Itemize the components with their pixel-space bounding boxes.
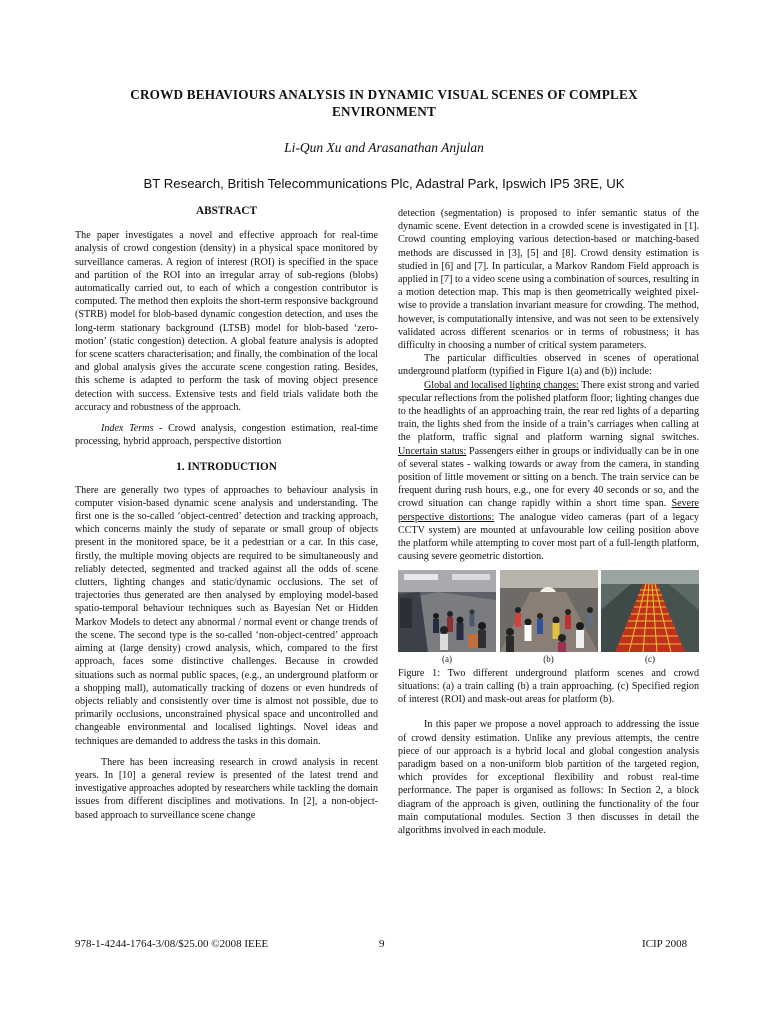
figure-1c-label: (c)	[645, 654, 655, 665]
intro-paragraph-4: The particular difficulties observed in scenes of operational underground platform (typified in Figure 1(a) and (b)) include:	[398, 353, 699, 378]
left-column	[75, 205, 378, 822]
figure-1b-label: (b)	[543, 654, 554, 665]
footer-copyright: 978-1-4244-1764-3/08/$25.00 ©2008 IEEE	[75, 938, 269, 950]
paper-authors: Li-Qun Xu and Arasanathan Anjulan	[284, 140, 484, 155]
intro-paragraph-3: detection (segmentation) is proposed to infer semantic status of the dynamic scene. Event detection in a crowded scene is investigated in [1]. Crowd counting employing various detection-based or matching-based methods are discussed in [3], [5] and [8]. Crowd density estimation is studied in [6] and [7]. In particular, a Markov Random Field approach is applied in [7] to a video scene using a combination of sources, resulting in a motion detection map. This map is then geometrically weighted pixel-wise to provide a translation invariant measure for crowding. The method, however, is computationally intensive, and was not seen to be extensively validated across different scenarios or in terms of robustness; it has difficulty in choosing a number of critical system parameters.	[398, 208, 699, 352]
paper-affiliation: BT Research, British Telecommunications Plc, Adastral Park, Ipswich IP5 3RE, UK	[143, 176, 625, 191]
difficulty-status-text: Passengers either in groups or individually can be in one of several states - walking towards or away from the camera, in standing position of little movement or sitting on a bench. The train service can be frequent during rush hours, e.g., one for every 40 seconds or so, and the crowd situation can change rapidly within a short time span.	[398, 445, 699, 510]
difficulty-lighting-text: There exist strong and varied specular reflections from the polished platform floor; lighting changes due to the headlights of an approaching train, the rear red lights of a departing train, the lights shed from the inside of a train’s carriages when calling at the platform, traffic signal and platform warning signal switches.	[398, 379, 700, 444]
figure-1-labels	[398, 653, 699, 666]
intro-paragraph-2: There has been increasing research in crowd analysis in recent years. In [10] a general review is presented of the latest trend and investigative approaches adopted by researchers while tackling the domain issues from different disciplines and motivations. In [2], a non-object-based approach to surveillance scene change	[75, 756, 378, 821]
figure-1	[398, 570, 699, 652]
footer-venue: ICIP 2008	[642, 938, 688, 950]
footer-page-number: 9	[379, 938, 385, 950]
figure-1a-label: (a)	[442, 654, 452, 665]
difficulty-status-label: Uncertain status:	[398, 445, 467, 457]
difficulties-paragraph	[398, 379, 699, 564]
intro-heading: 1. INTRODUCTION	[176, 461, 277, 474]
right-column	[398, 207, 699, 837]
figure-1c-image	[601, 570, 699, 652]
abstract-heading: ABSTRACT	[196, 205, 257, 217]
difficulty-perspective-label: Severe perspective distortions:	[398, 498, 699, 523]
paper-title: CROWD BEHAVIOURS ANALYSIS IN DYNAMIC VISUAL SCENES OF COMPLEX ENVIRONMENT	[130, 87, 638, 119]
index-terms-label: Index Terms	[101, 423, 154, 435]
figure-1a-image	[398, 570, 496, 652]
intro-paragraph-5: In this paper we propose a novel approach to addressing the issue of crowd density estimation. Unlike any previous attempts, the centre piece of our approach is a hybrid local and global congestion analysis paradigm based on a non-uniform blob partition of the targeted region, which provides for exceptional flexibility and robust real-time performance. The paper is organised as follows: In Section 2, a block diagram of the approach is given, outlining the functionality of the four main computational modules. Section 3 then discusses in detail the algorithms involved in each module.	[398, 719, 699, 836]
difficulty-lighting-label: Global and localised lighting changes:	[424, 379, 579, 391]
difficulty-perspective-text: The analogue video cameras (part of a legacy CCTV system) are mounted at unfavourable low ceiling position above the platform while attempting to cover most part of a full-length platform, causing severe geometric distortion.	[398, 511, 699, 563]
abstract-text: The paper investigates a novel and effective approach for real-time analysis of crowd congestion (density) in a physical space monitored by surveillance cameras. A region of interest (ROI) is specified in the space and partition of the ROI into an irregular array of sub-regions (blobs) automatically carried out, to each of which a congestion contributor is computed. The method then exploits the short-term responsive background (STRB) model for blob-based dynamic congestion detection, and uses the long-term stationary background (LTSB) model for blob-based ‘zero-motion’ (static congestion) detection. A global feature analysis is adopted for scene scatters characterisation; and finally, the combination of the local and global analysis gives the accurate scene congestion rating. Besides, this scheme is adapted to perform the task of moving object presence detection with success. Extensive tests and field trials validate both the accuracy and robustness of the approach.	[75, 230, 378, 413]
figure-1-caption: Figure 1: Two different underground platform scenes and crowd situations: (a) a train calling (b) a train approaching. (c) Specified region of interest (ROI) and mask-out areas for platform (b).	[398, 667, 699, 706]
figure-1b-image	[500, 570, 598, 652]
index-terms-text: - Crowd analysis, congestion estimation, real-time processing, hybrid approach, perspective distortion	[75, 423, 378, 448]
index-terms	[75, 422, 378, 448]
intro-paragraph-1: There are generally two types of approaches to behaviour analysis in computer vision-based dynamic scene analysis and understanding. The first one is the so-called ‘object-centred’ detection and tracking approach, which concerns mainly the study of separate or small group of objects present in the monitored space, be it a pedestrian or a car. In this case, firstly, the multiple moving objects are required to be simultaneously and reliably detected, segmented and tracked against all the odds of scene clutters, lighting changes and static/dynamic occlusions. The set of trajectories thus generated are then analysed by employing model-based spatio-temporal behaviour techniques such as Bayesian Net or Hidden Markov Models to detect any abnormal / normal event or change trends of the scene. The second type is the so-called ‘non-object-centred’ approach aiming at (large density) crowd analysis, which, compared to the first approach, faces some distinctive challenges. Because in crowded situations such as normal public spaces, (e.g., an underground platform or a shopping mall), automatically tracking of dozens or even hundreds of objects reliably and consistently over time is almost not possible, due to primarily occlusions, unconstrained physical space and uncontrolled and changeable environmental and localised lightings. Novel ideas and techniques are demanded to address the tasks in this domain.	[75, 484, 378, 747]
